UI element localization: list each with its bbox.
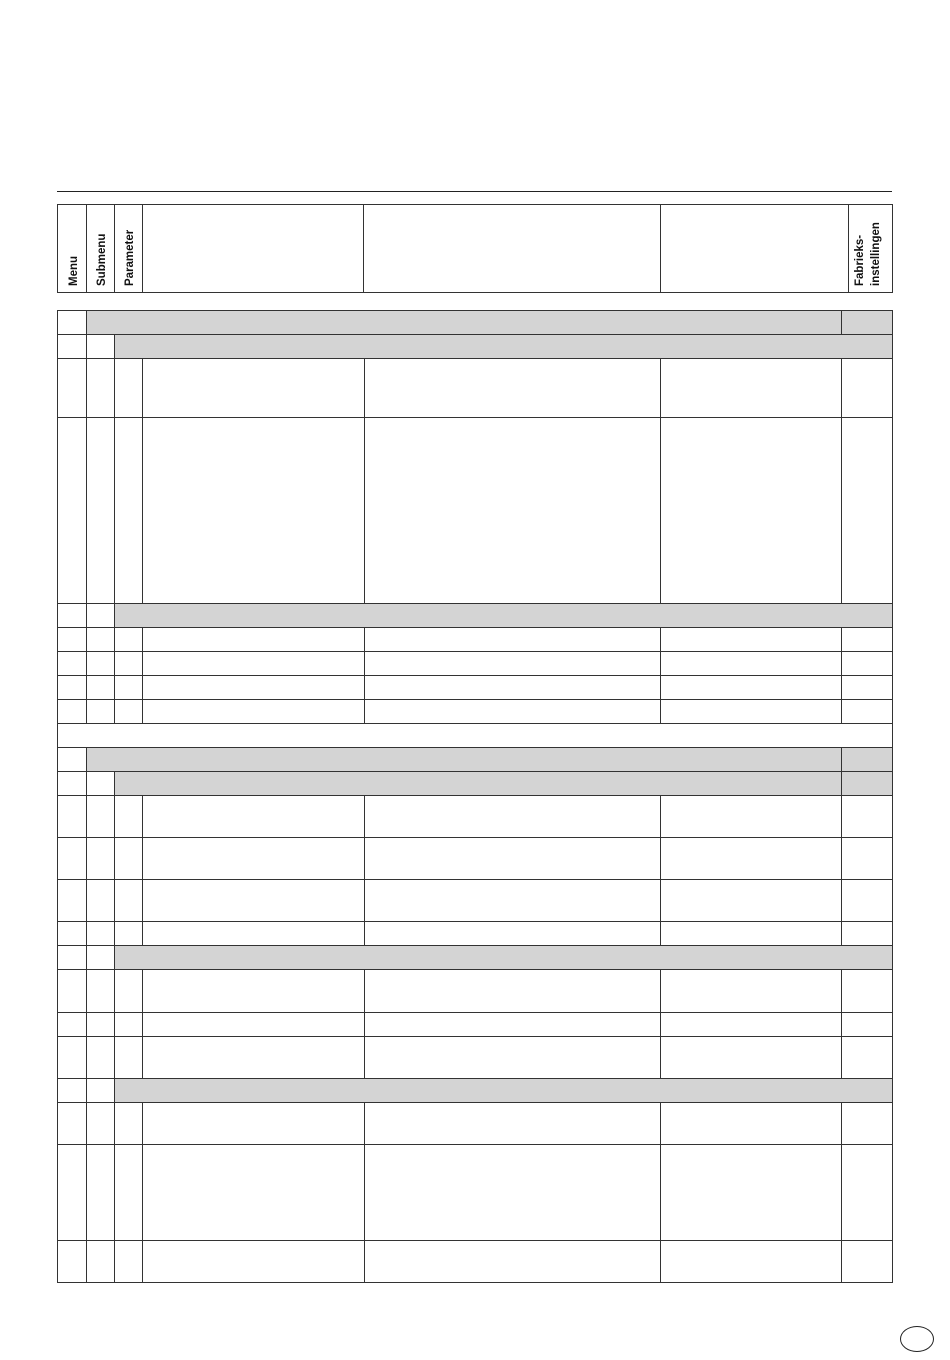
setting-cell [364,879,661,922]
range-cell [660,675,842,700]
submenu-factory-cell [841,771,893,796]
submenu-cell [86,969,115,1013]
menu-cell [57,1144,87,1241]
factory-value-cell [841,1144,893,1241]
submenu-cell [86,1102,115,1145]
header-submenu-label: Submenu [96,233,108,286]
range-cell [660,1144,842,1241]
header-cell [363,204,661,293]
submenu-number-cell [86,334,115,359]
range-cell [660,837,842,880]
submenu-cell [86,1240,115,1283]
factory-value-cell [841,1240,893,1283]
menu-cell [57,1036,87,1079]
setting-cell [364,837,661,880]
submenu-number-cell [86,945,115,970]
menu-number-cell [57,945,87,970]
factory-value-cell [841,921,893,946]
parameter-cell [114,921,143,946]
setting-cell [364,358,661,418]
range-cell [660,1036,842,1079]
description-cell [142,358,365,418]
description-cell [142,879,365,922]
factory-value-cell [841,837,893,880]
factory-value-cell [841,795,893,838]
description-cell [142,675,365,700]
factory-value-cell [841,358,893,418]
setting-cell [364,795,661,838]
parameter-cell [114,969,143,1013]
description-cell [142,699,365,724]
range-cell [660,358,842,418]
top-rule [57,191,892,192]
description-cell [142,627,365,652]
parameter-cell [114,1012,143,1037]
menu-number-cell [57,747,87,772]
factory-value-cell [841,969,893,1013]
factory-value-cell [841,651,893,676]
submenu-cell [86,921,115,946]
menu-number-cell [57,603,87,628]
submenu-title-bar [114,945,893,970]
setting-cell [364,675,661,700]
menu-number-cell [57,1078,87,1103]
menu-cell [57,699,87,724]
menu-number-cell [57,334,87,359]
page-number-circle [900,1326,934,1352]
range-cell [660,969,842,1013]
submenu-cell [86,837,115,880]
header-menu-label: Menu [68,255,80,286]
submenu-number-cell [86,771,115,796]
parameter-cell [114,795,143,838]
menu-cell [57,417,87,604]
parameter-cell [114,675,143,700]
description-cell [142,1240,365,1283]
submenu-cell [86,651,115,676]
parameter-cell [114,1036,143,1079]
factory-value-cell [841,417,893,604]
header-factory-label-1: Fabrieks- [854,234,866,286]
header-factory-label-2: instellingen [870,222,882,286]
header-cell [660,204,849,293]
menu-cell [57,837,87,880]
submenu-number-cell [86,1078,115,1103]
setting-cell [364,627,661,652]
description-cell [142,921,365,946]
description-cell [142,1036,365,1079]
menu-cell [57,1240,87,1283]
setting-cell [364,417,661,604]
factory-value-cell [841,1102,893,1145]
description-cell [142,1012,365,1037]
menu-factory-cell [841,310,893,335]
description-cell [142,1102,365,1145]
submenu-cell [86,879,115,922]
parameter-cell [114,417,143,604]
setting-cell [364,1240,661,1283]
menu-cell [57,795,87,838]
menu-cell [57,1102,87,1145]
setting-cell [364,1102,661,1145]
parameter-cell [114,1240,143,1283]
header-parameter-label: Parameter [124,229,136,286]
factory-value-cell [841,627,893,652]
parameter-cell [114,879,143,922]
factory-value-cell [841,675,893,700]
range-cell [660,1012,842,1037]
factory-value-cell [841,699,893,724]
parameter-cell [114,358,143,418]
setting-cell [364,1036,661,1079]
submenu-cell [86,675,115,700]
parameter-cell [114,651,143,676]
parameter-cell [114,837,143,880]
submenu-title-bar [114,334,893,359]
factory-value-cell [841,1012,893,1037]
description-cell [142,837,365,880]
range-cell [660,699,842,724]
menu-title-bar [86,310,842,335]
submenu-cell [86,1012,115,1037]
menu-cell [57,675,87,700]
parameter-cell [114,1144,143,1241]
submenu-cell [86,1036,115,1079]
spacer-row [57,723,893,748]
submenu-cell [86,417,115,604]
setting-cell [364,1144,661,1241]
submenu-number-cell [86,603,115,628]
menu-factory-cell [841,747,893,772]
parameter-cell [114,627,143,652]
submenu-title-bar [114,771,842,796]
submenu-cell [86,699,115,724]
submenu-title-bar [114,603,893,628]
header-cell [142,204,364,293]
description-cell [142,969,365,1013]
setting-cell [364,921,661,946]
range-cell [660,921,842,946]
range-cell [660,1102,842,1145]
setting-cell [364,1012,661,1037]
menu-cell [57,969,87,1013]
menu-number-cell [57,771,87,796]
description-cell [142,795,365,838]
menu-cell [57,921,87,946]
setting-cell [364,699,661,724]
menu-number-cell [57,310,87,335]
submenu-cell [86,795,115,838]
setting-cell [364,969,661,1013]
submenu-cell [86,1144,115,1241]
menu-cell [57,879,87,922]
range-cell [660,795,842,838]
menu-cell [57,358,87,418]
range-cell [660,651,842,676]
range-cell [660,417,842,604]
factory-value-cell [841,879,893,922]
description-cell [142,651,365,676]
menu-cell [57,651,87,676]
parameter-cell [114,1102,143,1145]
menu-title-bar [86,747,842,772]
menu-cell [57,627,87,652]
range-cell [660,879,842,922]
submenu-title-bar [114,1078,893,1103]
submenu-cell [86,358,115,418]
submenu-cell [86,627,115,652]
factory-value-cell [841,1036,893,1079]
menu-cell [57,1012,87,1037]
description-cell [142,1144,365,1241]
range-cell [660,627,842,652]
setting-cell [364,651,661,676]
description-cell [142,417,365,604]
parameter-cell [114,699,143,724]
range-cell [660,1240,842,1283]
